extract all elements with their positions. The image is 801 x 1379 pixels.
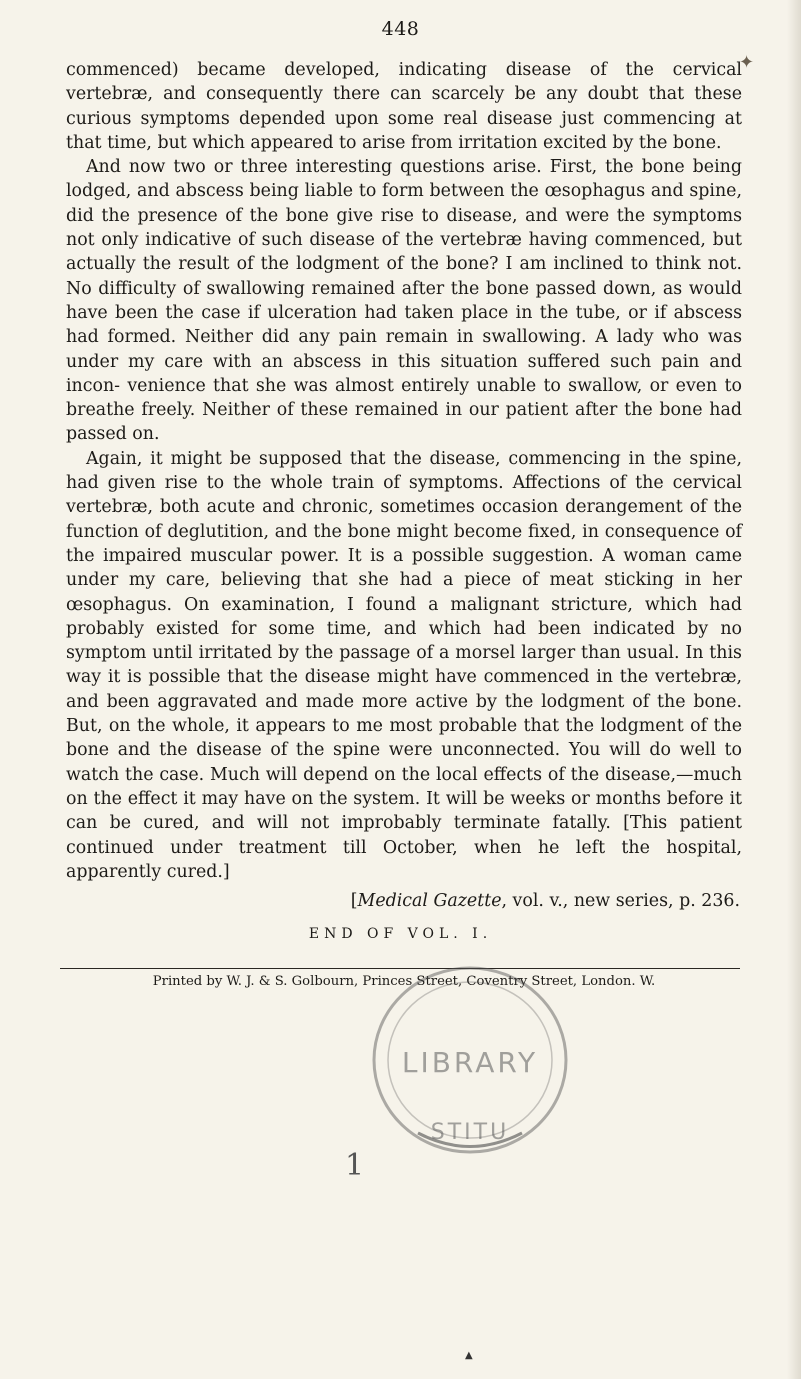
page-number: 448: [381, 18, 420, 40]
citation-open-bracket: [: [350, 891, 358, 912]
bottom-triangle-mark: ▲: [465, 1350, 473, 1361]
stamp-text: LIBRARY: [401, 1046, 539, 1079]
end-of-volume-line: END OF VOL. I.: [308, 926, 493, 942]
paragraph-2: And now two or three interesting questions arise. First, the bone being lodged, and abscess being liable to form between the œsophagus and spine, did the presence of the bone give rise to disease, and were the symptoms not only indicative of such disease of the vertebræ having commenced, but actually the result of the lodgment of the bone? I am inclined to think not. No difficulty of swallowing remained after the bone passed down, as would have been the case if ulceration had taken place in the tube, or if abscess had formed. Neither did any pain remain in swallowing. A lady who was under my care with an abscess in this situation suffered such pain and incon- venience that she was almost entirely unable to swallow, or even to breathe freely. Neither of these remained in our patient after the bone had passed on.: [66, 157, 742, 445]
stray-numeral-mark: 1: [345, 1148, 365, 1183]
page-edge-shadow: [787, 0, 801, 1379]
citation-journal: Medical Gazette: [357, 891, 502, 912]
paragraph-1: commenced) became developed, indicating disease of the cervical vertebræ, and consequently there can scarcely be any doubt that these curious symptoms depended upon some real disease just commencing at that time, but which appeared to arise from irritation excited by the bone.: [66, 60, 742, 153]
citation-details: , vol. v., new series, p. 236.: [501, 891, 740, 912]
citation: [66, 889, 742, 913]
body-text: [66, 58, 742, 913]
printer-imprint: Printed by W. J. & S. Golbourn, Princes Street, Coventry Street, London. W.: [152, 974, 656, 989]
stamp-bottom-text: STITU: [430, 1120, 510, 1145]
paragraph-3: Again, it might be supposed that the disease, commencing in the spine, had given rise to the whole train of symptoms. Affections of the cervical vertebræ, both acute and chronic, sometimes occasion derangement of the function of deglutition, and the bone might become fixed, in consequence of the impaired muscular power. It is a possible suggestion. A woman came under my care, believing that she had a piece of meat sticking in her œsophagus. On examination, I found a malignant stricture, which had probably existed for some time, and which had been indicated by no symptom until irritated by the passage of a morsel larger than usual. In this way it is possible that the disease might have commenced in the vertebræ, and been aggravated and made more active by the lodgment of the bone. But, on the whole, it appears to me most probable that the lodgment of the bone and the disease of the spine were unconnected. You will do well to watch the case. Much will depend on the local effects of the disease,—much on the effect it may have on the system. It will be weeks or months before it can be cured, and will not improbably terminate fatally. [This patient continued under treatment till October, when he left the hospital, apparently cured.]: [66, 448, 742, 882]
corner-ink-mark: ✦: [739, 52, 755, 73]
